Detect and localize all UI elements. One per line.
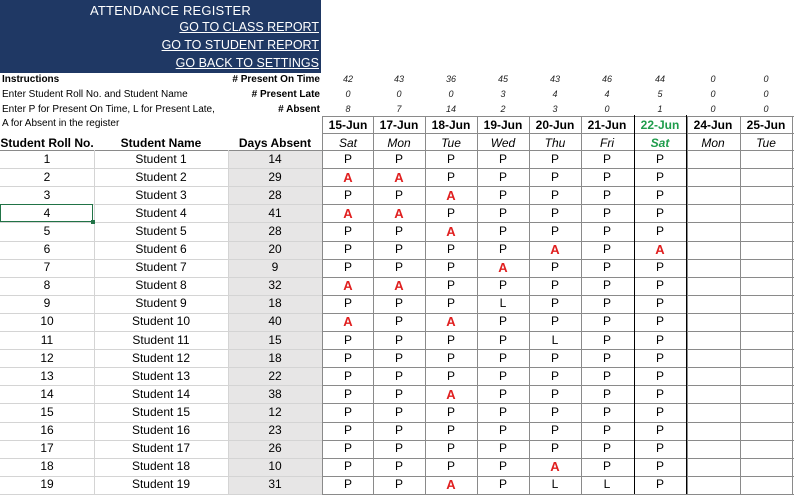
attendance-cell[interactable]: P [498, 441, 507, 456]
attendance-cell[interactable]: P [550, 169, 559, 184]
attendance-cell[interactable]: P [655, 314, 664, 329]
day-header: Sat [338, 136, 357, 150]
stat-absent: 2 [500, 104, 506, 114]
attendance-cell[interactable]: P [550, 187, 559, 202]
attendance-cell[interactable]: P [498, 332, 507, 347]
days-absent-cell: 31 [268, 477, 282, 492]
attendance-cell[interactable]: P [394, 477, 403, 492]
attendance-cell[interactable]: P [498, 151, 507, 166]
date-header[interactable]: 15-Jun [328, 118, 368, 132]
attendance-cell[interactable]: P [498, 368, 507, 383]
date-header[interactable]: 20-Jun [535, 118, 575, 132]
stat-on-time: 0 [763, 74, 769, 84]
roll-number-cell[interactable]: 1 [43, 151, 51, 166]
attendance-cell[interactable]: P [394, 350, 403, 365]
attendance-cell[interactable]: P [602, 296, 611, 311]
attendance-cell[interactable]: P [602, 223, 611, 238]
date-header[interactable]: 24-Jun [693, 118, 733, 132]
attendance-cell[interactable]: A [446, 187, 456, 203]
column-border [740, 116, 741, 494]
stat-absent: 1 [657, 104, 663, 114]
stat-absent: 3 [552, 104, 558, 114]
attendance-cell[interactable]: P [602, 423, 611, 437]
stat-late: 4 [552, 89, 558, 99]
roll-number-cell[interactable]: 11 [40, 332, 54, 347]
roll-number-cell[interactable]: 7 [43, 260, 51, 275]
attendance-cell[interactable]: P [550, 368, 559, 383]
attendance-cell[interactable]: P [498, 205, 507, 220]
stat-late: 5 [657, 89, 663, 99]
day-header: Tue [441, 136, 461, 150]
present-late-label: # Present Late [251, 89, 320, 100]
attendance-cell[interactable]: P [602, 441, 611, 456]
attendance-cell[interactable]: P [655, 368, 664, 383]
attendance-cell[interactable]: P [394, 332, 403, 347]
attendance-cell[interactable]: P [602, 404, 611, 419]
attendance-cell[interactable]: P [343, 423, 352, 437]
student-name-cell[interactable]: Student 14 [131, 386, 191, 401]
attendance-cell[interactable]: P [655, 386, 664, 401]
student-name-cell[interactable]: Student 8 [135, 278, 187, 293]
stat-late: 0 [448, 89, 454, 99]
attendance-cell[interactable]: P [446, 423, 455, 437]
days-absent-cell: 28 [268, 223, 282, 238]
attendance-cell[interactable]: P [446, 151, 455, 166]
stat-on-time: 43 [549, 74, 560, 84]
stat-late: 0 [396, 89, 402, 99]
stat-late: 4 [604, 89, 610, 99]
roll-number-cell[interactable]: 8 [43, 278, 51, 293]
attendance-cell[interactable]: P [446, 260, 455, 275]
days-absent-cell: 22 [268, 368, 282, 383]
attendance-cell[interactable]: A [343, 169, 353, 185]
attendance-cell[interactable]: A [498, 260, 508, 276]
attendance-cell[interactable]: A [343, 314, 353, 330]
attendance-cell[interactable]: P [343, 477, 352, 492]
date-header[interactable]: 17-Jun [379, 118, 419, 132]
attendance-cell[interactable]: P [394, 368, 403, 383]
attendance-cell[interactable]: P [343, 260, 352, 275]
attendance-cell[interactable]: P [550, 278, 559, 293]
attendance-cell[interactable]: P [602, 386, 611, 401]
attendance-cell[interactable]: A [550, 459, 560, 475]
roll-number-cell[interactable]: 4 [43, 205, 51, 220]
attendance-cell[interactable]: A [394, 278, 404, 294]
attendance-cell[interactable]: P [446, 350, 455, 365]
attendance-cell[interactable]: P [655, 350, 664, 365]
roll-number-cell[interactable]: 16 [40, 423, 54, 437]
attendance-cell[interactable]: P [602, 314, 611, 329]
student-name-cell[interactable]: Student 13 [131, 368, 191, 383]
student-name-cell[interactable]: Student 6 [135, 242, 187, 256]
student-name-cell[interactable]: Student 15 [131, 404, 191, 419]
attendance-cell[interactable]: P [602, 459, 611, 474]
attendance-cell[interactable]: P [655, 169, 664, 184]
attendance-cell[interactable]: P [343, 223, 352, 238]
attendance-cell[interactable]: P [394, 459, 403, 474]
attendance-cell[interactable]: P [655, 423, 664, 437]
stat-absent: 14 [445, 104, 456, 114]
roll-number-cell[interactable]: 18 [40, 459, 54, 474]
roll-number-header: Student Roll No. [0, 136, 94, 150]
attendance-cell[interactable]: P [550, 260, 559, 275]
attendance-cell[interactable]: P [550, 423, 559, 437]
attendance-cell[interactable]: P [550, 223, 559, 238]
student-name-cell[interactable]: Student 2 [135, 169, 187, 184]
days-absent-cell: 9 [271, 260, 279, 275]
attendance-cell[interactable]: P [343, 350, 352, 365]
attendance-cell[interactable]: A [550, 242, 560, 257]
stat-absent: 8 [345, 104, 351, 114]
attendance-cell[interactable]: P [343, 187, 352, 202]
day-header: Thu [544, 136, 566, 150]
student-name-cell[interactable]: Student 16 [131, 423, 191, 437]
attendance-cell[interactable]: P [446, 368, 455, 383]
attendance-cell[interactable]: P [394, 187, 403, 202]
days-absent-cell: 14 [268, 151, 282, 166]
instructions-heading: Instructions [2, 74, 60, 85]
attendance-cell[interactable]: A [655, 242, 665, 257]
student-name-cell[interactable]: Student 17 [131, 441, 191, 456]
attendance-cell[interactable]: P [343, 296, 352, 311]
attendance-cell[interactable]: P [446, 332, 455, 347]
attendance-cell[interactable]: P [498, 423, 507, 437]
attendance-cell[interactable]: P [550, 151, 559, 166]
stat-late: 0 [763, 89, 769, 99]
days-absent-cell: 26 [268, 441, 282, 456]
student-name-cell[interactable]: Student 19 [131, 477, 191, 492]
go-to-class-report-link[interactable]: GO TO CLASS REPORT [179, 20, 319, 34]
days-absent-cell: 12 [268, 404, 282, 419]
date-header[interactable]: 19-Jun [483, 118, 523, 132]
attendance-cell[interactable]: L [603, 477, 611, 492]
attendance-cell[interactable]: L [551, 332, 559, 347]
attendance-cell[interactable]: P [602, 187, 611, 202]
days-absent-cell: 40 [268, 314, 282, 329]
attendance-cell[interactable]: P [343, 441, 352, 456]
attendance-cell[interactable]: P [550, 314, 559, 329]
attendance-cell[interactable]: P [446, 404, 455, 419]
attendance-cell[interactable]: P [394, 404, 403, 419]
attendance-cell[interactable]: P [655, 205, 664, 220]
attendance-cell[interactable]: P [446, 459, 455, 474]
attendance-cell[interactable]: P [343, 368, 352, 383]
student-name-cell[interactable]: Student 11 [132, 332, 190, 347]
student-name-cell[interactable]: Student 10 [131, 314, 191, 329]
student-name-cell[interactable]: Student 4 [135, 205, 187, 220]
column-border [687, 116, 688, 494]
attendance-cell[interactable]: P [550, 386, 559, 401]
attendance-cell[interactable]: P [343, 386, 352, 401]
stat-on-time: 42 [342, 74, 353, 84]
days-absent-cell: 10 [268, 459, 282, 474]
attendance-cell[interactable]: P [498, 459, 507, 474]
attendance-cell[interactable]: P [446, 296, 455, 311]
attendance-cell[interactable]: P [343, 459, 352, 474]
date-header[interactable]: 18-Jun [431, 118, 471, 132]
attendance-cell[interactable]: P [394, 314, 403, 329]
days-absent-header: Days Absent [238, 136, 312, 150]
roll-number-cell[interactable]: 5 [43, 223, 51, 238]
attendance-cell[interactable]: P [550, 404, 559, 419]
stat-on-time: 44 [654, 74, 665, 84]
days-absent-cell: 32 [268, 278, 282, 293]
attendance-cell[interactable]: P [602, 278, 611, 293]
attendance-cell[interactable]: P [498, 314, 507, 329]
roll-number-cell[interactable]: 13 [40, 368, 54, 383]
attendance-cell[interactable]: P [446, 278, 455, 293]
attendance-cell[interactable]: P [550, 296, 559, 311]
attendance-cell[interactable]: A [394, 169, 404, 185]
stat-absent: 0 [763, 104, 769, 114]
roll-number-cell[interactable]: 6 [43, 242, 51, 256]
attendance-cell[interactable]: P [343, 332, 352, 347]
selected-cell[interactable] [0, 204, 93, 222]
attendance-cell[interactable]: P [655, 278, 664, 293]
student-name-header: Student Name [120, 136, 202, 150]
days-absent-cell: 29 [268, 169, 282, 184]
stat-on-time: 46 [601, 74, 612, 84]
stat-late: 0 [710, 89, 716, 99]
stat-absent: 0 [710, 104, 716, 114]
instructions-line-3: A for Absent in the register [2, 118, 120, 129]
stat-late: 3 [500, 89, 506, 99]
attendance-cell[interactable]: P [655, 441, 664, 456]
instructions-line-1: Enter Student Roll No. and Student Name [2, 89, 188, 100]
attendance-cell[interactable]: A [446, 314, 456, 330]
day-header: Tue [756, 136, 776, 150]
attendance-cell[interactable]: P [602, 205, 611, 220]
date-header[interactable]: 22-Jun [640, 118, 680, 132]
attendance-cell[interactable]: P [602, 332, 611, 347]
attendance-cell[interactable]: L [551, 477, 559, 492]
absent-count-label: # Absent [278, 104, 320, 115]
attendance-cell[interactable]: P [498, 278, 507, 293]
present-on-time-label: # Present On Time [232, 74, 320, 85]
days-absent-cell: 41 [268, 205, 282, 220]
attendance-cell[interactable]: L [499, 296, 507, 311]
attendance-cell[interactable]: P [394, 242, 403, 256]
attendance-cell[interactable]: P [446, 242, 455, 256]
page-title: ATTENDANCE REGISTER [90, 3, 252, 18]
attendance-cell[interactable]: A [343, 205, 353, 221]
attendance-cell[interactable]: P [602, 368, 611, 383]
stat-on-time: 36 [445, 74, 456, 84]
roll-number-cell[interactable]: 15 [40, 404, 54, 419]
days-absent-cell: 18 [268, 350, 282, 365]
attendance-cell[interactable]: P [343, 151, 352, 166]
go-to-student-report-link[interactable]: GO TO STUDENT REPORT [161, 38, 319, 52]
attendance-cell[interactable]: P [343, 404, 352, 419]
attendance-cell[interactable]: P [602, 260, 611, 275]
days-absent-cell: 28 [268, 187, 282, 202]
attendance-cell[interactable]: P [655, 223, 664, 238]
attendance-cell[interactable]: P [394, 441, 403, 456]
stat-on-time: 0 [710, 74, 716, 84]
days-absent-cell: 18 [268, 296, 282, 311]
attendance-cell[interactable]: A [446, 477, 456, 493]
attendance-cell[interactable]: P [602, 350, 611, 365]
attendance-cell[interactable]: A [446, 223, 456, 239]
column-border [792, 116, 793, 494]
attendance-cell[interactable]: P [394, 296, 403, 311]
header-mid-border [322, 133, 794, 134]
roll-number-cell[interactable]: 9 [43, 296, 51, 311]
date-header[interactable]: 21-Jun [587, 118, 627, 132]
days-absent-cell: 20 [268, 242, 282, 256]
attendance-cell[interactable]: P [602, 242, 611, 256]
student-name-cell[interactable]: Student 5 [135, 223, 187, 238]
day-header: Mon [387, 136, 411, 150]
attendance-cell[interactable]: P [446, 205, 455, 220]
roll-number-cell[interactable]: 19 [40, 477, 54, 492]
stat-absent: 7 [396, 104, 402, 114]
roll-number-cell[interactable]: 12 [40, 350, 54, 365]
student-name-cell[interactable]: Student 12 [131, 350, 191, 365]
attendance-cell[interactable]: P [394, 151, 403, 166]
attendance-cell[interactable]: P [655, 459, 664, 474]
attendance-cell[interactable]: P [498, 386, 507, 401]
attendance-cell[interactable]: P [394, 223, 403, 238]
roll-number-cell[interactable]: 14 [40, 386, 54, 401]
date-header[interactable]: 25-Jun [746, 118, 786, 132]
attendance-cell[interactable]: P [498, 404, 507, 419]
attendance-cell[interactable]: P [550, 350, 559, 365]
attendance-cell[interactable]: A [394, 205, 404, 221]
attendance-cell[interactable]: P [655, 404, 664, 419]
attendance-cell[interactable]: P [550, 441, 559, 456]
go-back-to-settings-link[interactable]: GO BACK TO SETTINGS [175, 56, 319, 70]
stat-on-time: 45 [497, 74, 508, 84]
attendance-cell[interactable]: P [655, 332, 664, 347]
attendance-cell[interactable]: A [446, 386, 456, 402]
attendance-cell[interactable]: P [446, 169, 455, 184]
student-name-cell[interactable]: Student 7 [135, 260, 187, 275]
attendance-cell[interactable]: P [498, 477, 507, 492]
attendance-cell[interactable]: P [655, 477, 664, 492]
day-header: Wed [490, 136, 516, 150]
stat-late: 0 [345, 89, 351, 99]
roll-number-cell[interactable]: 3 [43, 187, 51, 202]
attendance-cell[interactable]: P [498, 187, 507, 202]
student-name-cell[interactable]: Student 1 [135, 151, 187, 166]
day-header: Mon [701, 136, 725, 150]
instructions-line-2: Enter P for Present On Time, L for Present Late, [2, 104, 215, 115]
attendance-cell[interactable]: P [550, 205, 559, 220]
attendance-cell[interactable]: P [655, 151, 664, 166]
attendance-cell[interactable]: P [498, 223, 507, 238]
day-header: Fri [600, 136, 614, 150]
attendance-cell[interactable]: P [498, 169, 507, 184]
attendance-cell[interactable]: P [343, 242, 352, 256]
roll-number-cell[interactable]: 17 [40, 441, 54, 456]
student-name-cell[interactable]: Student 18 [131, 459, 191, 474]
title-block [0, 0, 321, 73]
days-absent-cell: 15 [268, 332, 282, 347]
attendance-cell[interactable]: A [343, 278, 353, 294]
student-name-cell[interactable]: Student 3 [135, 187, 187, 202]
attendance-cell[interactable]: P [498, 242, 507, 256]
attendance-cell[interactable]: P [655, 260, 664, 275]
attendance-cell[interactable]: P [498, 350, 507, 365]
roll-number-cell[interactable]: 10 [40, 314, 54, 329]
header-top-border [322, 116, 794, 117]
attendance-cell[interactable]: P [394, 260, 403, 275]
stat-on-time: 43 [393, 74, 404, 84]
days-absent-cell: 38 [268, 386, 282, 401]
roll-number-cell[interactable]: 2 [43, 169, 51, 184]
student-name-cell[interactable]: Student 9 [135, 296, 187, 311]
attendance-cell[interactable]: P [655, 187, 664, 202]
attendance-cell[interactable]: P [394, 423, 403, 437]
day-header: Sat [650, 136, 670, 150]
attendance-cell[interactable]: P [602, 169, 611, 184]
attendance-cell[interactable]: P [394, 386, 403, 401]
attendance-cell[interactable]: P [446, 441, 455, 456]
attendance-cell[interactable]: P [602, 151, 611, 166]
stat-absent: 0 [604, 104, 610, 114]
attendance-cell[interactable]: P [655, 296, 664, 311]
days-absent-cell: 23 [268, 423, 282, 437]
